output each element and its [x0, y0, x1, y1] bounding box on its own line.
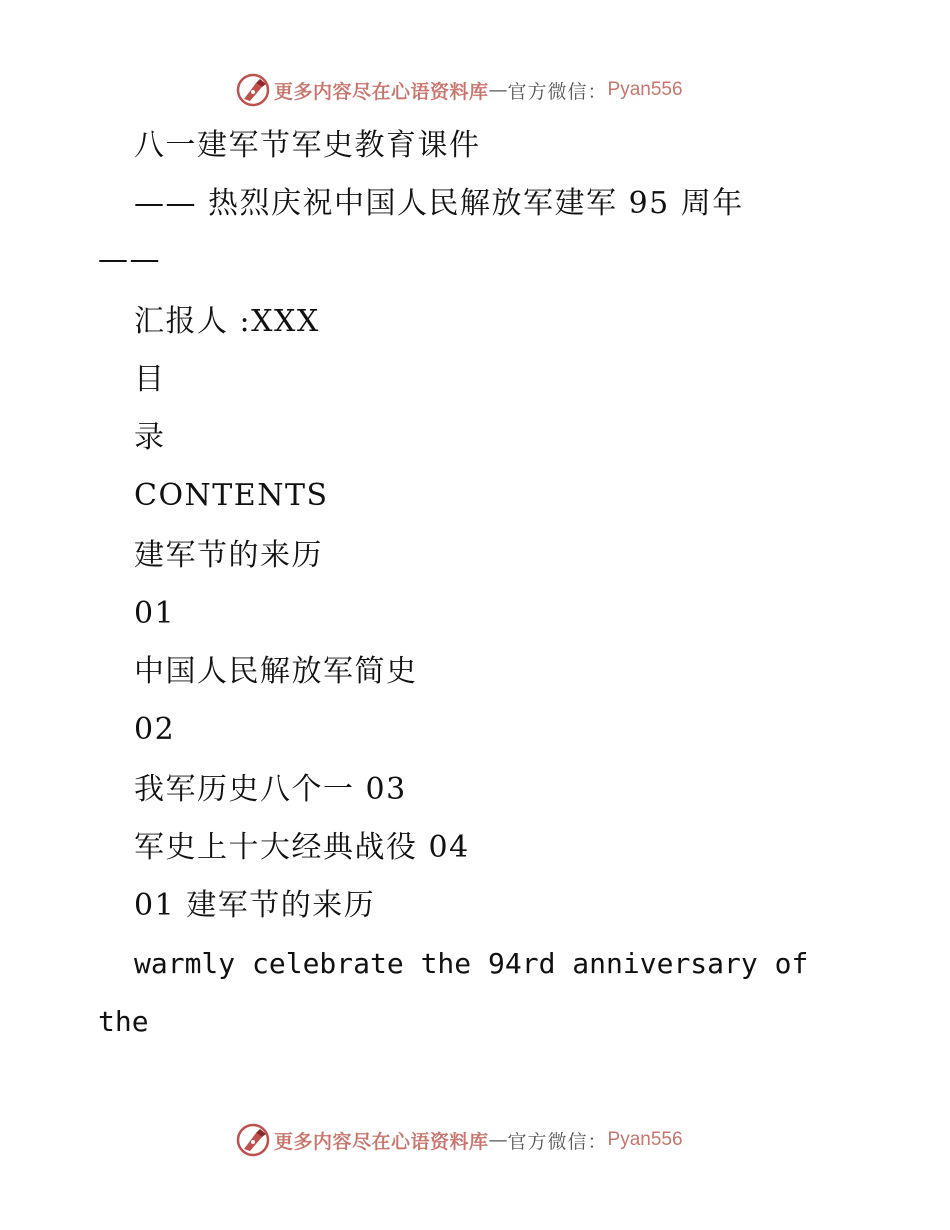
- watermark-site-text: 更多内容尽在心语资料库: [274, 80, 489, 103]
- footer-watermark: [236, 1122, 683, 1158]
- english-text-continuation: the: [98, 1005, 149, 1038]
- document-subtitle: —— 热烈庆祝中国人民解放军建军 95 周年: [134, 186, 744, 221]
- document-title: 八一建军节军史教育课件: [134, 128, 481, 163]
- contents-label: CONTENTS: [134, 478, 329, 513]
- toc-label-1: 目: [134, 362, 166, 397]
- watermark-wechat-label: 官方微信：: [507, 1130, 608, 1153]
- watermark-site-text: 更多内容尽在心语资料库: [274, 1130, 489, 1153]
- english-text-line: warmly celebrate the 94rd anniversary of: [134, 947, 809, 980]
- watermark-wechat-id: Pyan556: [607, 1129, 683, 1150]
- watermark-wechat-label: 官方微信：: [507, 80, 608, 103]
- pen-nib-logo-icon: [236, 1123, 270, 1157]
- watermark-wechat-id: Pyan556: [607, 79, 683, 100]
- watermark-dash: —: [488, 79, 508, 101]
- watermark-dash: —: [488, 1129, 508, 1151]
- header-watermark: [236, 72, 683, 108]
- toc-item-number: 02: [134, 712, 176, 747]
- toc-item-title: 中国人民解放军简史: [134, 654, 418, 689]
- reporter-line: 汇报人 :XXX: [134, 304, 320, 339]
- toc-label-2: 录: [134, 420, 166, 455]
- section-heading: 01 建军节的来历: [134, 888, 376, 923]
- pen-nib-logo-icon: [236, 73, 270, 107]
- toc-item-title: 军史上十大经典战役 04: [134, 830, 470, 865]
- toc-item-title: 我军历史八个一 03: [134, 772, 407, 807]
- toc-item-number: 01: [134, 596, 176, 631]
- document-subtitle-continuation: ——: [98, 242, 161, 277]
- toc-item-title: 建军节的来历: [134, 538, 323, 573]
